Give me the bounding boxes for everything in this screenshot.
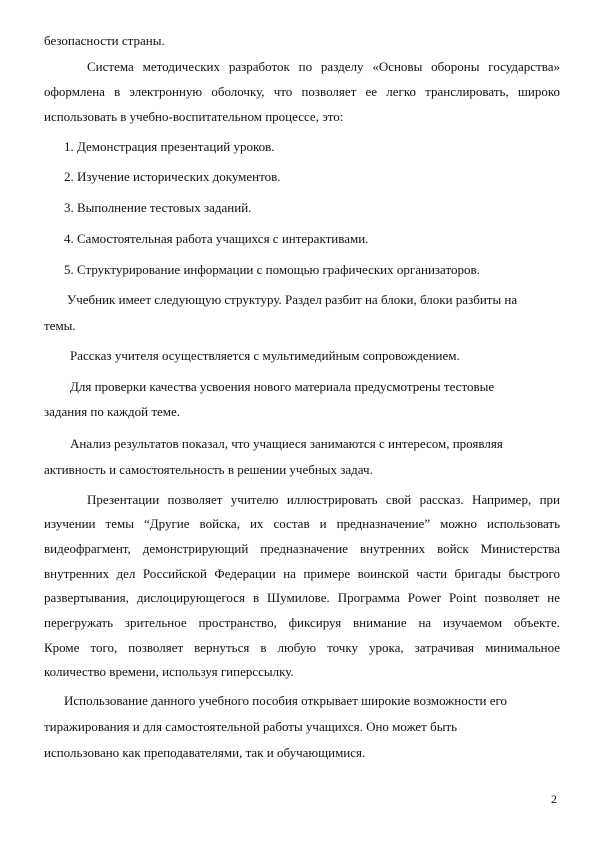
paragraph-line: Для проверки качества усвоения нового материала предусмотрены тестовые	[70, 379, 495, 394]
paragraph-line: Использование данного учебного пособия открывает широкие возможности его	[64, 693, 507, 708]
page-number: 2	[551, 792, 557, 806]
paragraph-line: внутренних дел Российской Федерации на примере воинской части бригады быстрого	[44, 566, 560, 581]
paragraph-line: развертывания, дислоцирующегося в Шумилове. Программа Power Point позволяет не	[44, 590, 560, 605]
paragraph-line: использовать в учебно-воспитательном процессе, это:	[44, 109, 344, 124]
list-item: 3. Выполнение тестовых заданий.	[64, 200, 252, 215]
paragraph-line: тиражирования и для самостоятельной работы учащихся. Оно может быть	[44, 719, 458, 734]
list-item: 5. Структурирование информации с помощью графических организаторов.	[64, 262, 480, 277]
paragraph-line: перегружать зрительное пространство, фиксируя внимание на изучаемом объекте.	[44, 615, 560, 630]
paragraph-line: задания по каждой теме.	[44, 404, 181, 419]
paragraph-line: активность и самостоятельность в решении учебных задач.	[44, 462, 373, 477]
paragraph-line: Учебник имеет следующую структуру. Раздел разбит на блоки, блоки разбиты на	[67, 292, 518, 307]
list-item: 2. Изучение исторических документов.	[64, 169, 281, 184]
paragraph-line: оформлена в электронную оболочку, что позволяет ее легко транслировать, широко	[44, 84, 560, 99]
list-item: 4. Самостоятельная работа учащихся с интерактивами.	[64, 231, 369, 246]
paragraph-line: изучении темы “Другие войска, их состав и предназначение” можно использовать	[44, 516, 560, 531]
paragraph-line: количество времени, используя гиперссылку.	[44, 664, 294, 679]
paragraph-line: Рассказ учителя осуществляется с мультимедийным сопровождением.	[70, 348, 460, 363]
paragraph-line: Система методических разработок по разделу «Основы обороны государства»	[87, 59, 560, 74]
paragraph-line: Презентации позволяет учителю иллюстрировать свой рассказ. Например, при	[87, 492, 560, 507]
paragraph-line: темы.	[44, 318, 76, 333]
paragraph-line: видеофрагмент, демонстрирующий предназначение внутренних войск Министерства	[44, 541, 560, 556]
list-item: 1. Демонстрация презентаций уроков.	[64, 139, 275, 154]
paragraph-line: Анализ результатов показал, что учащиеся занимаются с интересом, проявляя	[70, 436, 503, 451]
text-line: безопасности страны.	[44, 33, 165, 48]
paragraph-line: Кроме того, позволяет вернуться в любую точку урока, затрачивая минимальное	[44, 640, 560, 655]
paragraph-line: использовано как преподавателями, так и обучающимися.	[44, 745, 366, 760]
